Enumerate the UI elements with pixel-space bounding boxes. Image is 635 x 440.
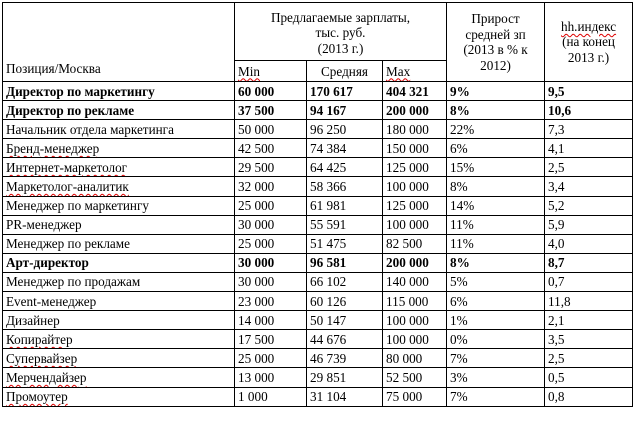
table-row — [3, 120, 633, 139]
max-cell: 180 000 — [383, 120, 447, 139]
max-cell: 200 000 — [383, 253, 447, 272]
avg-cell: 96 581 — [307, 253, 383, 272]
avg-cell: 55 591 — [307, 215, 383, 234]
avg-cell: 170 617 — [307, 82, 383, 101]
hh-cell: 3,4 — [545, 177, 633, 196]
min-cell: 13 000 — [235, 368, 307, 387]
max-cell: 82 500 — [383, 234, 447, 253]
hh-cell: 5,2 — [545, 196, 633, 215]
avg-header-label: Средняя — [321, 63, 368, 79]
growth-header-line: Прирост — [471, 11, 520, 26]
avg-cell: 46 739 — [307, 349, 383, 368]
avg-cell: 31 104 — [307, 387, 383, 406]
max-cell: 150 000 — [383, 139, 447, 158]
avg-cell: 60 126 — [307, 292, 383, 311]
position-cell — [3, 253, 235, 272]
salary-table — [2, 2, 633, 407]
min-header — [235, 61, 307, 82]
min-cell: 32 000 — [235, 177, 307, 196]
hh-cell: 8,7 — [545, 253, 633, 272]
hh-cell: 11,8 — [545, 292, 633, 311]
min-cell: 29 500 — [235, 158, 307, 177]
table-row — [3, 158, 633, 177]
position-cell — [3, 349, 235, 368]
hh-cell: 10,6 — [545, 101, 633, 120]
table-row — [3, 368, 633, 387]
position-cell — [3, 330, 235, 349]
growth-cell: 7% — [447, 387, 545, 406]
max-header — [383, 61, 447, 82]
position-cell — [3, 158, 235, 177]
min-cell: 30 000 — [235, 253, 307, 272]
max-cell: 404 321 — [383, 82, 447, 101]
hh-index-header-line: 2013 г.) — [567, 49, 610, 65]
hh-cell: 5,9 — [545, 215, 633, 234]
table-row — [3, 272, 633, 291]
avg-cell: 44 676 — [307, 330, 383, 349]
position-cell — [3, 368, 235, 387]
max-cell: 52 500 — [383, 368, 447, 387]
position-name: Промоутер — [6, 389, 68, 405]
table-row — [3, 101, 633, 120]
position-cell — [3, 311, 235, 330]
position-name: Мерчендайзер — [6, 369, 87, 385]
growth-header — [447, 3, 545, 82]
max-cell: 100 000 — [383, 330, 447, 349]
max-cell: 200 000 — [383, 101, 447, 120]
min-header-label: Min — [238, 63, 260, 79]
growth-cell: 11% — [447, 215, 545, 234]
avg-cell: 51 475 — [307, 234, 383, 253]
hh-cell: 4,0 — [545, 234, 633, 253]
max-cell: 125 000 — [383, 196, 447, 215]
min-cell: 14 000 — [235, 311, 307, 330]
max-cell: 100 000 — [383, 215, 447, 234]
growth-cell: 7% — [447, 349, 545, 368]
max-header-label: Max — [386, 63, 411, 79]
salary-header — [235, 3, 447, 61]
salary-header-line: Предлагаемые зарплаты, — [270, 9, 411, 25]
position-cell — [3, 234, 235, 253]
position-name: Копирайтер — [6, 331, 73, 347]
growth-header-line: (2013 в % к — [463, 42, 528, 57]
hh-cell: 2,1 — [545, 311, 633, 330]
avg-cell: 96 250 — [307, 120, 383, 139]
min-cell: 42 500 — [235, 139, 307, 158]
position-cell — [3, 177, 235, 196]
growth-cell: 1% — [447, 311, 545, 330]
max-cell: 140 000 — [383, 272, 447, 291]
hh-cell: 7,3 — [545, 120, 633, 139]
table-row — [3, 292, 633, 311]
growth-cell: 14% — [447, 196, 545, 215]
position-name: Менеджер по рекламе — [6, 236, 130, 252]
avg-cell: 74 384 — [307, 139, 383, 158]
header-row — [3, 3, 633, 61]
position-header-label: Позиция/Москва — [6, 61, 101, 76]
min-cell: 25 000 — [235, 196, 307, 215]
growth-cell: 9% — [447, 82, 545, 101]
min-cell: 25 000 — [235, 234, 307, 253]
table-row — [3, 330, 633, 349]
table-row — [3, 349, 633, 368]
table-row — [3, 311, 633, 330]
position-cell — [3, 82, 235, 101]
table-row — [3, 387, 633, 406]
max-cell: 100 000 — [383, 311, 447, 330]
avg-cell: 29 851 — [307, 368, 383, 387]
growth-cell: 8% — [447, 101, 545, 120]
table-body — [3, 82, 633, 407]
min-cell: 30 000 — [235, 272, 307, 291]
position-name: Директор по рекламе — [6, 102, 135, 118]
growth-cell: 6% — [447, 292, 545, 311]
growth-cell: 22% — [447, 120, 545, 139]
min-cell: 30 000 — [235, 215, 307, 234]
hh-cell: 3,5 — [545, 330, 633, 349]
position-name: Супервайзер — [6, 350, 78, 366]
min-cell: 50 000 — [235, 120, 307, 139]
avg-cell: 66 102 — [307, 272, 383, 291]
hh-cell: 4,1 — [545, 139, 633, 158]
growth-cell: 8% — [447, 177, 545, 196]
growth-cell: 3% — [447, 368, 545, 387]
position-cell — [3, 139, 235, 158]
position-name: Арт-директор — [6, 255, 89, 271]
table-row — [3, 215, 633, 234]
min-cell: 60 000 — [235, 82, 307, 101]
hh-cell: 2,5 — [545, 349, 633, 368]
table-row — [3, 234, 633, 253]
max-cell: 100 000 — [383, 177, 447, 196]
table-row — [3, 82, 633, 101]
position-name: Начальник отдела маркетинга — [6, 121, 174, 137]
avg-header — [307, 61, 383, 82]
position-cell — [3, 196, 235, 215]
position-name: Бренд-менеджер — [6, 140, 100, 156]
hh-index-header-line: (на конец — [562, 34, 615, 50]
max-cell: 80 000 — [383, 349, 447, 368]
growth-header-line: средней зп — [465, 26, 526, 42]
position-cell — [3, 101, 235, 120]
position-name: Дизайнер — [6, 312, 60, 328]
position-name: Менеджер по продажам — [6, 274, 141, 290]
table-row — [3, 253, 633, 272]
position-name: Event-менеджер — [6, 293, 97, 309]
position-cell — [3, 292, 235, 311]
min-cell: 37 500 — [235, 101, 307, 120]
avg-cell: 94 167 — [307, 101, 383, 120]
position-name: Маркетолог-аналитик — [6, 179, 129, 195]
position-cell — [3, 387, 235, 406]
hh-cell: 0,8 — [545, 387, 633, 406]
hh-cell: 0,5 — [545, 368, 633, 387]
min-cell: 17 500 — [235, 330, 307, 349]
min-cell: 23 000 — [235, 292, 307, 311]
table-row — [3, 139, 633, 158]
max-cell: 125 000 — [383, 158, 447, 177]
hh-cell: 2,5 — [545, 158, 633, 177]
hh-cell: 9,5 — [545, 82, 633, 101]
min-cell: 25 000 — [235, 349, 307, 368]
position-name: PR-менеджер — [6, 217, 82, 233]
growth-cell: 6% — [447, 139, 545, 158]
position-name: Директор по маркетингу — [6, 83, 155, 99]
growth-header-line: 2012) — [480, 57, 511, 73]
avg-cell: 64 425 — [307, 158, 383, 177]
hh-index-header — [545, 3, 633, 82]
growth-cell: 5% — [447, 272, 545, 291]
growth-cell: 15% — [447, 158, 545, 177]
salary-header-line: тыс. руб. — [315, 25, 366, 41]
growth-cell: 0% — [447, 330, 545, 349]
max-cell: 75 000 — [383, 387, 447, 406]
position-cell — [3, 272, 235, 291]
table-row — [3, 177, 633, 196]
min-cell: 1 000 — [235, 387, 307, 406]
position-cell — [3, 120, 235, 139]
avg-cell: 58 366 — [307, 177, 383, 196]
avg-cell: 50 147 — [307, 311, 383, 330]
avg-cell: 61 981 — [307, 196, 383, 215]
position-header — [3, 3, 235, 82]
table-row — [3, 196, 633, 215]
hh-cell: 0,7 — [545, 272, 633, 291]
salary-header-line: (2013 г.) — [317, 40, 364, 56]
growth-cell: 8% — [447, 253, 545, 272]
max-cell: 115 000 — [383, 292, 447, 311]
position-name: Интернет-маркетолог — [6, 159, 128, 175]
hh-index-header-line: hh.индекс — [560, 18, 617, 34]
growth-cell: 11% — [447, 234, 545, 253]
position-name: Менеджер по маркетингу — [6, 198, 149, 214]
position-cell — [3, 215, 235, 234]
